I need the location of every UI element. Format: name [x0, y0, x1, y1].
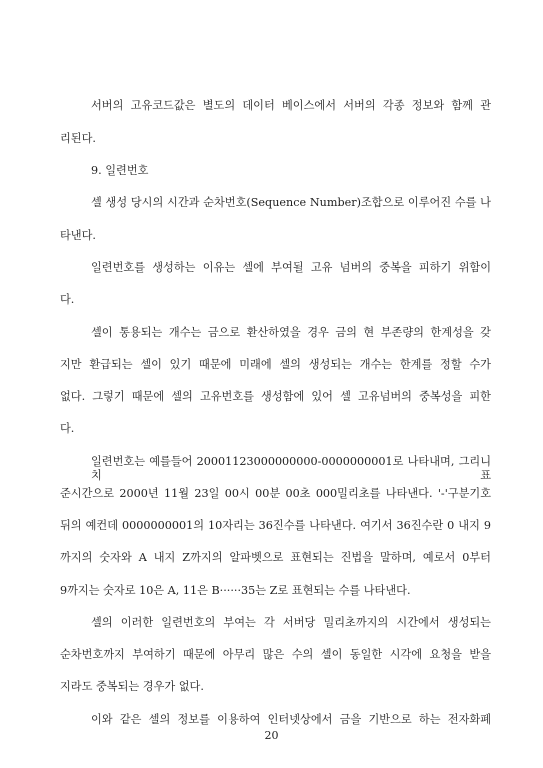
text-line: 일련번호를 생성하는 이유는 셀에 부여될 고유 넘버의 중복을 피하기 위함이 — [91, 261, 491, 274]
text-line: 순차번호까지 부여하기 때문에 아무리 많은 수의 셀이 동일한 시각에 요청을 받을 — [60, 648, 491, 661]
text-line: 일련번호는 예를들어 20001123000000000-0000000001로 나타내며, 그리니치 표 — [91, 455, 491, 482]
text-line: 지만 환급되는 셀이 있기 때문에 미래에 셀의 생성되는 개수는 한계를 정할 수가 — [60, 358, 491, 371]
text-line: 지라도 중복되는 경우가 없다. — [60, 680, 204, 693]
text-line: 없다. 그렇기 때문에 셀의 고유번호를 생성함에 있어 셀 고유넘버의 중복성을 피한 — [60, 390, 491, 403]
text-line: 서버의 고유코드값은 별도의 데이터 베이스에서 서버의 각종 정보와 함께 관 — [91, 99, 491, 112]
text-line: 준시간으로 2000년 11월 23일 00시 00분 00초 000밀리초를 나타낸다. '-'구분기호 — [60, 487, 491, 500]
text-line: 셀의 이러한 일련번호의 부여는 각 서버당 밀리초까지의 시간에서 생성되는 — [91, 616, 491, 629]
text-line: 타낸다. — [60, 229, 96, 242]
text-line: 셀 생성 당시의 시간과 순차번호(Sequence Number)조합으로 이루어진 수를 나 — [91, 196, 491, 209]
text-line: 셀이 통용되는 개수는 금으로 환산하였을 경우 금의 현 부존량의 한계성을 갖 — [91, 326, 491, 339]
text-line: 다. — [60, 293, 75, 306]
page-number: 20 — [264, 729, 279, 742]
text-line: 리된다. — [60, 132, 96, 145]
text-line: 다. — [60, 422, 75, 435]
text-line: 뒤의 예컨데 0000000001의 10자리는 36진수를 나타낸다. 여기서 36진수란 0 내지 9 — [60, 519, 491, 532]
text-line: 까지의 숫자와 A 내지 Z까지의 알파벳으로 표현되는 진법을 말하며, 예로서 0부터 — [60, 551, 491, 564]
text-line: 9까지는 숫자로 10은 A, 11은 B······35는 Z로 표현되는 수를 나타낸다. — [60, 584, 411, 597]
section-heading: 9. 일련번호 — [91, 164, 149, 177]
text-line: 이와 같은 셀의 정보를 이용하여 인터넷상에서 금을 기반으로 하는 전자화폐 — [91, 713, 491, 726]
